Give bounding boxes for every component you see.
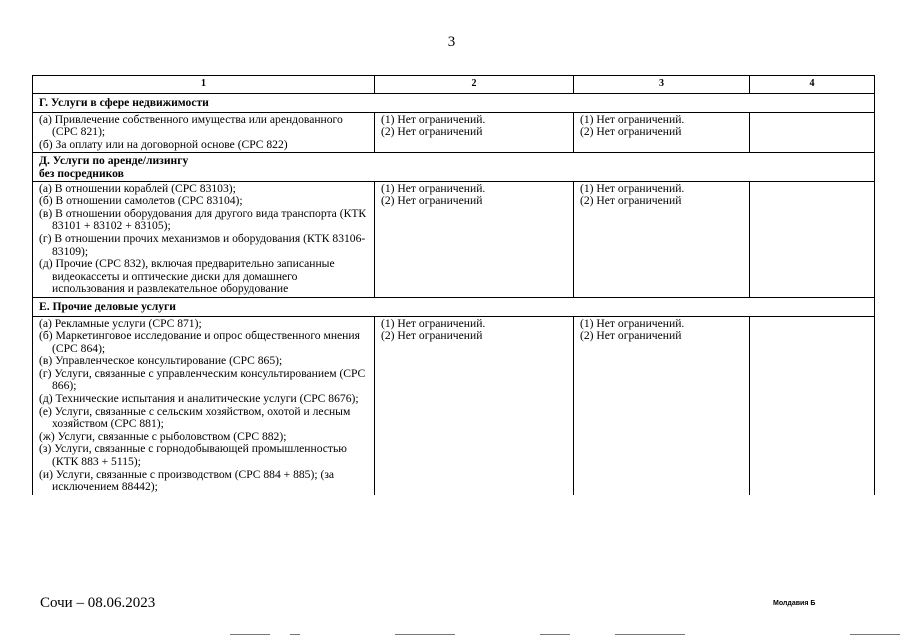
table-row — [33, 181, 875, 297]
service-item: (з) Услуги, связанные с горнодобывающей промышленностью (КТК 883 + 5115); — [39, 442, 347, 469]
table-row — [33, 112, 875, 153]
services-cell — [33, 112, 375, 153]
market-access-cell — [375, 112, 574, 153]
column-header: 1 — [33, 76, 375, 94]
table-header-row — [33, 76, 875, 94]
national-treatment-cell — [574, 181, 750, 297]
section-title-row — [33, 94, 875, 113]
limitation-line: (1) Нет ограничений. — [580, 181, 685, 195]
service-item: (а) В отношении кораблей (CPC 83103); — [39, 181, 236, 195]
service-item: (в) В отношении оборудования для другого вида транспорта (КТК 83101 + 83102 + 83105); — [39, 206, 367, 233]
section-title-row — [33, 153, 875, 181]
service-item: (ж) Услуги, связанные с рыболовством (CPC 882); — [39, 429, 287, 443]
limitation-line: (2) Нет ограничений — [580, 329, 682, 343]
service-item: (б) За оплату или на договорной основе (CPC 822) — [39, 137, 288, 151]
page-number: 3 — [447, 34, 456, 50]
limitation-line: (2) Нет ограничений — [381, 125, 483, 139]
section-title-row — [33, 297, 875, 316]
market-access-cell — [375, 316, 574, 495]
additional-commitments-cell — [750, 316, 875, 495]
service-item: (а) Привлечение собственного имущества или арендованного (CPC 821); — [39, 112, 343, 139]
service-item: (г) В отношении прочих механизмов и оборудования (КТК 83106-83109); — [39, 231, 366, 258]
services-cell — [33, 316, 375, 495]
service-item: (е) Услуги, связанные с сельским хозяйством, охотой и лесным хозяйством (CPC 881); — [39, 404, 351, 431]
scan-artifact — [540, 634, 570, 635]
limitation-line: (1) Нет ограничений. — [381, 112, 486, 126]
limitation-line: (1) Нет ограничений. — [580, 316, 685, 330]
section-title-line: Д. Услуги по аренде/лизингу — [39, 154, 189, 168]
limitation-line: (2) Нет ограничений — [580, 125, 682, 139]
scan-artifact — [850, 634, 900, 635]
services-cell — [33, 181, 375, 297]
scan-artifact — [395, 634, 455, 635]
service-item: (и) Услуги, связанные с производством (CPC 884 + 885); (за исключением 88442); — [39, 467, 335, 494]
limitation-line: (2) Нет ограничений — [381, 329, 483, 343]
section-title: Г. Услуги в сфере недвижимости — [33, 94, 875, 113]
service-item: (б) В отношении самолетов (CPC 83104); — [39, 194, 243, 208]
footer-watermark: Молдавия Б — [773, 600, 816, 607]
service-item: (а) Рекламные услуги (CPC 871); — [39, 316, 202, 330]
scan-artifact — [615, 634, 685, 635]
service-item: (г) Услуги, связанные с управленческим консультированием (CPC 866); — [39, 366, 366, 393]
market-access-cell — [375, 181, 574, 297]
limitation-line: (1) Нет ограничений. — [381, 181, 486, 195]
footer-place-date: Сочи – 08.06.2023 — [40, 595, 156, 611]
additional-commitments-cell — [750, 112, 875, 153]
scan-artifact — [230, 634, 270, 635]
additional-commitments-cell — [750, 181, 875, 297]
limitation-line: (1) Нет ограничений. — [381, 316, 486, 330]
national-treatment-cell — [574, 316, 750, 495]
service-item: (д) Прочие (CPC 832), включая предварительно записанные видеокассеты и оптические диски для домашнего использования и развлекательное оборудование — [39, 257, 335, 296]
section-title: Е. Прочие деловые услуги — [33, 297, 875, 316]
service-item: (д) Технические испытания и аналитические услуги (CPC 8676); — [39, 392, 359, 406]
limitation-line: (2) Нет ограничений — [381, 194, 483, 208]
limitation-line: (2) Нет ограничений — [580, 194, 682, 208]
column-header: 2 — [375, 76, 574, 94]
scan-artifact — [290, 634, 300, 635]
section-title-line: без посредников — [39, 166, 124, 180]
limitation-line: (1) Нет ограничений. — [580, 112, 685, 126]
table-row — [33, 316, 875, 495]
commitments-table — [32, 75, 875, 495]
section-title — [33, 153, 875, 181]
service-item: (б) Маркетинговое исследование и опрос общественного мнения (CPC 864); — [39, 329, 360, 355]
national-treatment-cell — [574, 112, 750, 153]
column-header: 3 — [574, 76, 750, 94]
service-item: (в) Управленческое консультирование (CPC 865); — [39, 354, 283, 368]
column-header: 4 — [750, 76, 875, 94]
